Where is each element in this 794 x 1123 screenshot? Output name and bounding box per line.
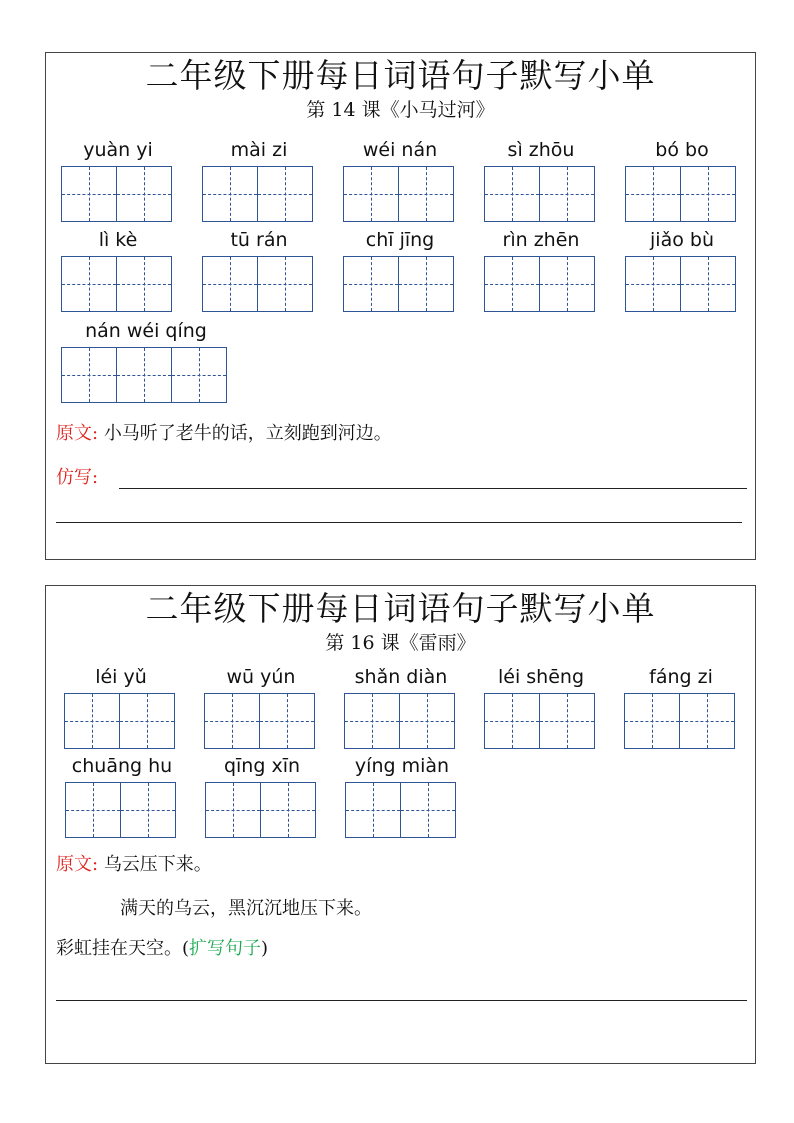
writing-cell[interactable] [484,256,540,312]
writing-grid [625,256,736,312]
worksheet-title: 二年级下册每日词语句子默写小单 [145,589,656,628]
expand-close-paren: ) [261,938,269,959]
word-pinyin: jiǎo bù [650,229,714,251]
writing-cell[interactable] [116,166,172,222]
original-label: 原文: [56,423,99,444]
original-sentence [56,421,392,447]
writing-cell[interactable] [539,166,595,222]
writing-cell[interactable] [61,347,117,403]
writing-cell[interactable] [116,347,172,403]
worksheet-lesson-14 [45,52,756,560]
writing-cell[interactable] [202,166,258,222]
word-pinyin: bó bo [655,139,709,161]
writing-cell[interactable] [399,693,455,749]
writing-grid [344,693,455,749]
writing-cell[interactable] [539,693,595,749]
answer-line[interactable] [56,1000,747,1001]
word-pinyin: mài zi [230,139,288,161]
expand-open-paren: ( [182,938,190,959]
writing-grid [343,166,454,222]
word-pinyin: léi yǔ [95,666,147,688]
word-pinyin: nán wéi qíng [85,320,207,342]
writing-cell[interactable] [202,256,258,312]
worksheet-lesson-16 [45,585,756,1064]
original-sentence [56,852,212,878]
writing-cell[interactable] [65,782,121,838]
writing-cell[interactable] [120,782,176,838]
word-pinyin: wū yún [226,666,296,688]
expand-hint: 扩写句子 [189,938,262,959]
word-pinyin: yuàn yi [83,139,153,161]
writing-grid [624,693,735,749]
writing-grid [202,166,313,222]
writing-grid [625,166,736,222]
writing-cell[interactable] [680,256,736,312]
writing-cell[interactable] [625,166,681,222]
worksheet-title: 二年级下册每日词语句子默写小单 [145,56,656,95]
writing-cell[interactable] [204,693,260,749]
writing-cell[interactable] [205,782,261,838]
writing-cell[interactable] [64,693,120,749]
writing-grid [484,256,595,312]
writing-cell[interactable] [400,782,456,838]
word-pinyin: chuāng hu [71,755,173,777]
writing-cell[interactable] [119,693,175,749]
answer-line[interactable] [119,488,747,489]
writing-cell[interactable] [116,256,172,312]
writing-cell[interactable] [171,347,227,403]
writing-cell[interactable] [343,166,399,222]
writing-grid [484,166,595,222]
expand-sentence-row [56,936,268,962]
writing-cell[interactable] [624,693,680,749]
writing-cell[interactable] [259,693,315,749]
word-pinyin: sì zhōu [507,139,575,161]
original-text: 乌云压下来。 [103,854,212,875]
writing-grid [65,782,176,838]
writing-grid [204,693,315,749]
writing-cell[interactable] [484,693,540,749]
writing-cell[interactable] [344,693,400,749]
writing-grid [61,347,227,403]
lesson-subtitle: 第 14 课《小马过河》 [306,99,495,121]
writing-cell[interactable] [260,782,316,838]
original-text: 小马听了老牛的话，立刻跑到河边。 [103,423,392,444]
word-pinyin: lì kè [98,229,138,251]
writing-cell[interactable] [539,256,595,312]
writing-cell[interactable] [257,166,313,222]
answer-line[interactable] [56,522,742,523]
writing-cell[interactable] [398,166,454,222]
example-sentence: 满天的乌云，黑沉沉地压下来。 [120,898,372,919]
writing-cell[interactable] [625,256,681,312]
word-pinyin: qīng xīn [223,755,301,777]
word-pinyin: léi shēng [497,666,585,688]
writing-grid [205,782,316,838]
writing-cell[interactable] [343,256,399,312]
word-pinyin: wéi nán [362,139,438,161]
writing-cell[interactable] [345,782,401,838]
word-pinyin: fáng zi [649,666,713,688]
expand-sentence: 彩虹挂在天空。 [56,938,182,959]
writing-cell[interactable] [679,693,735,749]
writing-grid [202,256,313,312]
word-pinyin: rìn zhēn [502,229,580,251]
writing-cell[interactable] [398,256,454,312]
writing-grid [343,256,454,312]
lesson-subtitle: 第 16 课《雷雨》 [325,632,476,654]
word-pinyin: tū rán [230,229,288,251]
writing-cell[interactable] [257,256,313,312]
writing-grid [345,782,456,838]
writing-cell[interactable] [61,166,117,222]
writing-cell[interactable] [484,166,540,222]
writing-cell[interactable] [61,256,117,312]
writing-grid [61,166,172,222]
writing-grid [484,693,595,749]
original-label: 原文: [56,854,99,875]
writing-cell[interactable] [680,166,736,222]
imitate-label: 仿写: [56,467,99,488]
word-pinyin: chī jīng [365,229,435,251]
word-pinyin: shǎn diàn [354,666,448,688]
imitate-row [56,465,98,491]
writing-grid [64,693,175,749]
word-pinyin: yíng miàn [354,755,450,777]
writing-grid [61,256,172,312]
